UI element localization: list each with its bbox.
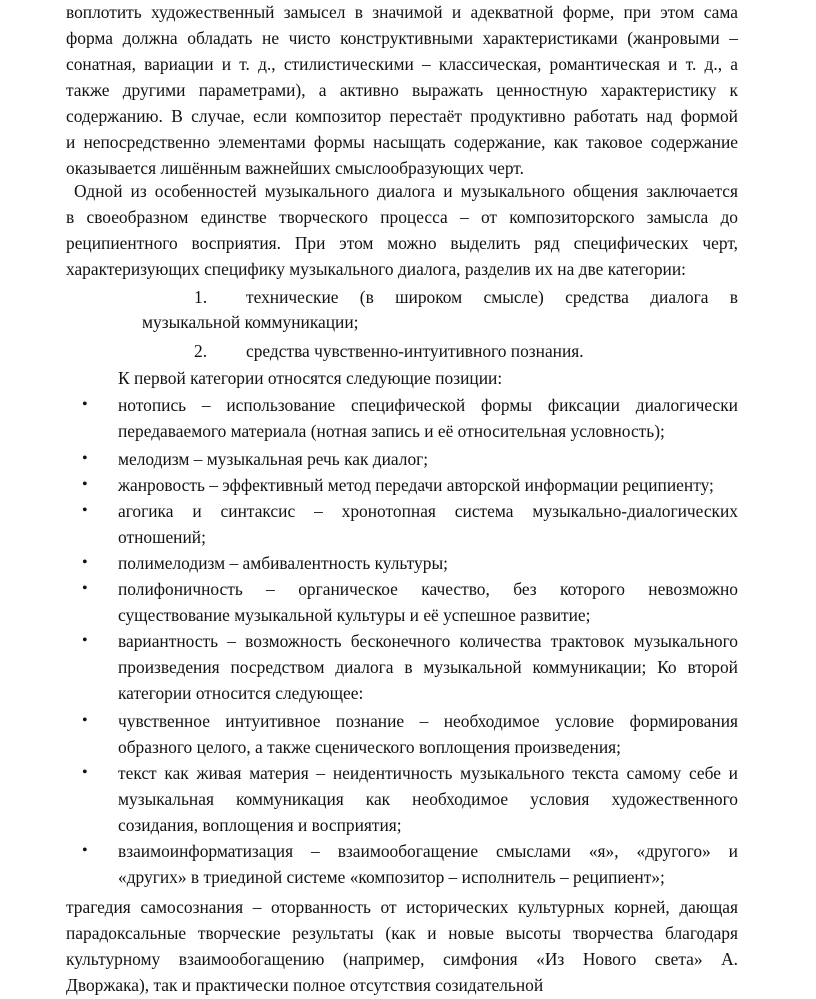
bullet-text [118,576,738,628]
text-line: музыкальная коммуникация как необходимое условия художественного [118,789,738,809]
bullet-icon: • [82,450,88,467]
bullet-icon: • [82,632,88,649]
text-line: также другими параметрами), а активно выражать ценностную характеристику к [66,80,738,100]
text-line: оказывается лишённым важнейших смыслообразующих черт. [66,158,524,178]
bullet-text [118,708,738,760]
paragraph-1 [66,0,738,181]
text-line: произведения посредством диалога в музыкальной коммуникации; Ко второй [118,657,738,677]
text-line: чувственное интуитивное познание – необходимое условие формирования [118,711,738,731]
category-intro: К первой категории относятся следующие позиции: [118,368,503,388]
text-line: нотопись – использование специфической формы фиксации диалогически [118,395,738,415]
text-line: содержанию. В случае, если композитор перестаёт продуктивно работать над формой [66,106,738,126]
bullet-icon: • [82,396,88,413]
text-line: и непосредственно элементами формы насыщать содержание, как таковое содержание [66,132,738,152]
text-line: агогика и синтаксис – хронотопная система музыкально-диалогических [118,501,738,521]
text-line: Дворжака), так и практически полное отсутствия созидательной [66,975,544,995]
bullet-text [118,392,738,444]
bullet-text [118,628,738,706]
numbered-item-2-line: средства чувственно-интуитивного познания. [246,341,584,361]
text-line: полимелодизм – амбивалентность культуры; [118,553,448,573]
text-line: Одной из особенностей музыкального диалога и музыкального общения заключается [66,181,738,201]
bullet-text [118,838,738,890]
text-line: вариантность – возможность бесконечного количества трактовок музыкального [118,631,738,651]
numbered-item-1-continuation: музыкальной коммуникации; [142,312,359,332]
text-line: реципиентного восприятия. При этом можно выделить ряд специфических черт, [66,233,738,253]
text-line: передаваемого материала (нотная запись и её относительная условность); [118,421,665,441]
bullet-icon: • [82,712,88,729]
text-line: существование музыкальной культуры и её успешное развитие; [118,605,591,625]
bullet-text [118,446,738,472]
text-line: жанровость – эффективный метод передачи авторской информации реципиенту; [118,475,714,495]
text-line: парадоксальные творческие результаты (как и новые высоты творчества благодаря [66,923,738,943]
text-line: созидания, воплощения и восприятия; [118,815,402,835]
text-line: мелодизм – музыкальная речь как диалог; [118,449,429,469]
bullet-icon: • [82,580,88,597]
bullet-icon: • [82,502,88,519]
text-line: взаимоинформатизация – взаимообогащение смыслами «я», «другого» и [118,841,738,861]
bullet-icon: • [82,554,88,571]
text-line: характеризующих специфику музыкального диалога, разделив их на две категории: [66,259,686,279]
numbered-item-1-number: 1. [194,287,208,307]
text-line: полифоничность – органическое качество, без которого невозможно [118,579,738,599]
bullet-text [118,498,738,550]
text-line: технические (в широком смысле) средства диалога в [246,287,738,307]
text-line: воплотить художественный замысел в значимой и адекватной форме, при этом сама [66,2,738,22]
text-line: текст как живая материя – неидентичность музыкального текста самому себе и [118,763,738,783]
text-line: форма должна обладать не чисто конструктивными характеристиками (жанровыми – [66,28,738,48]
bullet-text [118,472,738,498]
bullet-icon: • [82,842,88,859]
numbered-item-2-number: 2. [194,341,208,361]
bullet-icon: • [82,764,88,781]
text-line: отношений; [118,527,206,547]
bullet-text [118,550,738,576]
text-line: трагедия самосознания – оторванность от исторических культурных корней, дающая [66,897,738,917]
bullet-icon: • [82,476,88,493]
text-line: культурному взаимообогащению (например, симфония «Из Нового света» А. [66,949,738,969]
text-line: сонатная, вариации и т. д., стилистическими – классическая, романтическая и т. д., а [66,54,738,74]
numbered-item-1-line [246,284,738,310]
bullet-text [118,760,738,838]
text-line: в своеобразном единстве творческого процесса – от композиторского замысла до [66,207,738,227]
text-line: «других» в триединой системе «композитор – исполнитель – реципиент»; [118,867,665,887]
text-line: образного целого, а также сценического воплощения произведения; [118,737,621,757]
paragraph-2 [66,178,738,282]
text-line: категории относится следующее: [118,683,364,703]
paragraph-3 [66,894,738,998]
